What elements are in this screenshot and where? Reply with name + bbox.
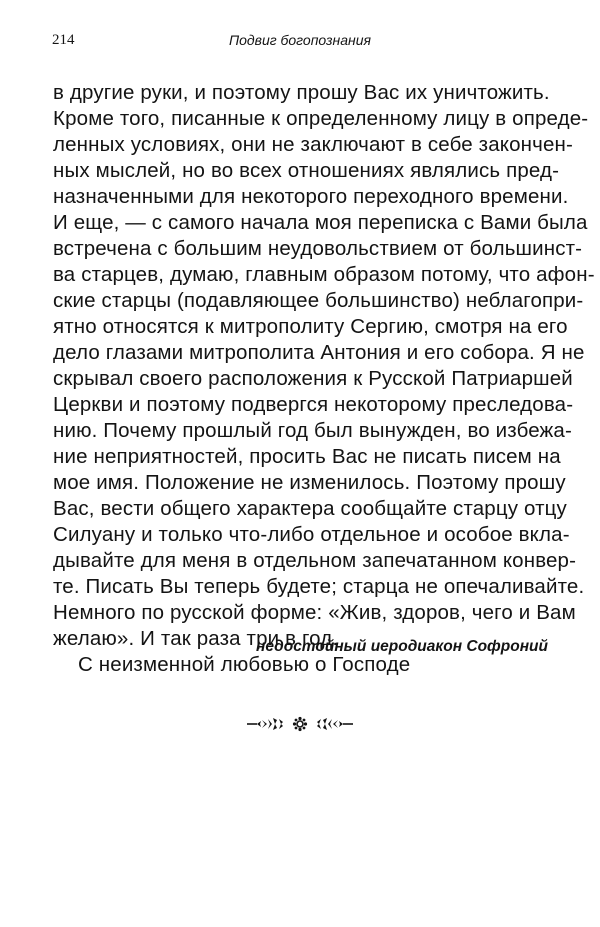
text-line: ленных условиях, они не заключают в себе закончен- — [53, 133, 573, 156]
text-line: нию. Почему прошлый год был вынужден, во избежа- — [53, 419, 572, 442]
running-title: Подвиг богопознания — [228, 32, 372, 48]
text-line: те. Писать Вы теперь будете; старца не опечаливайте. — [53, 575, 585, 598]
text-line: в другие руки, и поэтому прошу Вас их уничтожить. — [53, 81, 550, 104]
text-line: ние неприятностей, просить Вас не писать писем на — [53, 445, 561, 468]
text-line: ские старцы (подавляющее большинство) неблагопри- — [53, 289, 584, 312]
text-line: мое имя. Положение не изменилось. Поэтому прошу — [53, 471, 566, 494]
decorative-flourish-icon — [0, 712, 600, 736]
text-line: желаю». И так раза три в год. — [53, 627, 339, 650]
text-line: Вас, вести общего характера сообщайте старцу отцу — [53, 497, 567, 520]
text-line: И еще, — с самого начала моя переписка с Вами была — [53, 211, 588, 234]
letter-body — [53, 80, 595, 678]
closing-line: С неизменной любовью о Господе — [78, 653, 411, 676]
text-line: ятно относятся к митрополиту Сергию, смотря на его — [53, 315, 568, 338]
text-line: ва старцев, думаю, главным образом потому, что афон- — [53, 263, 595, 286]
page-header — [52, 30, 548, 50]
text-line: дывайте для меня в отдельном запечатанном конвер- — [53, 549, 577, 572]
text-line: ных мыслей, но во всех отношениях являлись пред- — [53, 159, 560, 182]
text-line: скрывал своего расположения к Русской Патриаршей — [53, 367, 573, 390]
text-line: Немного по русской форме: «Жив, здоров, чего и Вам — [53, 601, 576, 624]
text-line: встречена с большим неудовольствием от большинст- — [53, 237, 583, 260]
page-number: 214 — [52, 32, 75, 48]
text-line: Силуану и только что-либо отдельное и особое вкла- — [53, 523, 570, 546]
ornament-svg — [245, 714, 355, 734]
signature: недостойный иеродиакон Софроний — [255, 638, 548, 655]
text-line: Церкви и поэтому подвергся некоторому преследова- — [53, 393, 574, 416]
text-line: Кроме того, писанные к определенному лицу в опреде- — [53, 107, 589, 130]
text-line: дело глазами митрополита Антония и его собора. Я не — [53, 341, 585, 364]
text-line: назначенными для некоторого переходного времени. — [53, 185, 569, 208]
